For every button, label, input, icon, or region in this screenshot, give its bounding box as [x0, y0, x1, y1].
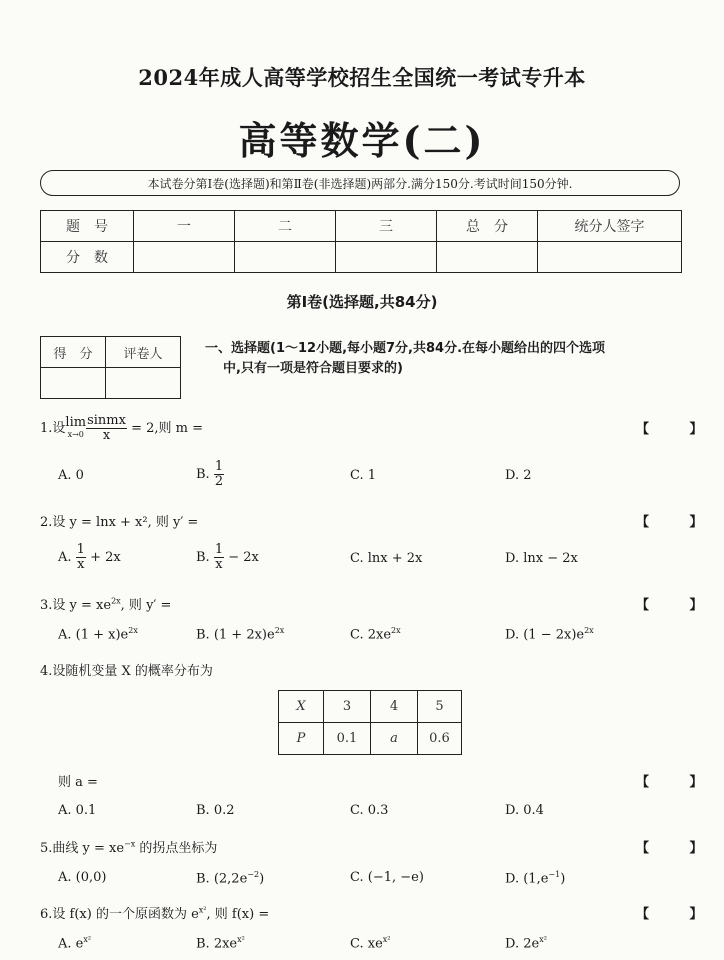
- q1-option-b-den: 2: [214, 474, 224, 489]
- cell-question-number-label: 题 号: [41, 211, 134, 242]
- q1-prefix: 1.设: [40, 421, 66, 436]
- q1-numerator: sinmx: [87, 413, 126, 428]
- q6-stem-sup: x²: [198, 905, 207, 915]
- q4-option-d[interactable]: D. 0.4: [505, 803, 544, 818]
- q5-answer-bracket[interactable]: 【 】: [636, 841, 721, 856]
- q2-answer-bracket[interactable]: 【 】: [636, 515, 721, 530]
- q4-option-c[interactable]: C. 0.3: [350, 803, 389, 818]
- q6-option-d[interactable]: [505, 935, 547, 951]
- q6-stem-pre: 6.设 f(x) 的一个原函数为 e: [40, 907, 199, 922]
- q1-answer-bracket[interactable]: 【 】: [636, 422, 721, 437]
- q3-option-a-sup: 2x: [128, 626, 138, 635]
- q2-option-a-tail: + 2x: [85, 550, 121, 565]
- q5-option-d-sup: −1: [548, 870, 561, 879]
- probability-distribution-table: [278, 690, 462, 755]
- grader-name-input[interactable]: [106, 368, 181, 399]
- q3-option-d-sup: 2x: [584, 626, 594, 635]
- q2-option-b-den: x: [215, 557, 223, 572]
- q6-option-d-sup: x²: [539, 935, 547, 944]
- q6-option-a[interactable]: [58, 935, 91, 951]
- q5-option-c[interactable]: C. (−1, −e): [350, 870, 424, 885]
- grader-score-input[interactable]: [41, 368, 106, 399]
- section-intro-line1: 一、选择题(1～12小题,每小题7分,共84分.在每小题给出的四个选项: [205, 341, 606, 356]
- q2-option-b-tail: − 2x: [224, 550, 259, 565]
- cell-section-1: 一: [134, 211, 235, 242]
- q5-option-d[interactable]: [505, 870, 565, 886]
- grader-label: 评卷人: [106, 337, 181, 368]
- q1-option-d[interactable]: D. 2: [505, 468, 532, 483]
- q6-option-a-text: A. e: [58, 936, 84, 952]
- dist-row-x: [279, 691, 462, 723]
- q2-option-a-num: 1: [76, 542, 85, 557]
- dist-cell: 4: [371, 691, 418, 723]
- cell-section-3: 三: [336, 211, 437, 242]
- q5-option-b-pre: B. (2,2e: [196, 871, 248, 887]
- q1-option-b[interactable]: [196, 460, 224, 489]
- dist-cell: X: [279, 691, 324, 723]
- q3-stem-pre: 3.设 y = xe: [40, 598, 112, 613]
- q1-denominator: x: [102, 428, 111, 443]
- question-3-stem: [40, 594, 171, 613]
- q6-answer-bracket[interactable]: 【 】: [636, 907, 721, 922]
- q1-suffix: = 2,则 m =: [126, 421, 203, 436]
- q1-option-a[interactable]: A. 0: [58, 468, 84, 483]
- q3-option-b-sup: 2x: [274, 626, 285, 635]
- q2-option-a-den: x: [77, 557, 85, 572]
- cell-total: 总 分: [437, 211, 538, 242]
- score-table-score-row: [41, 242, 682, 273]
- q6-option-b[interactable]: [196, 935, 245, 951]
- score-input-2[interactable]: [235, 242, 336, 273]
- q1-option-b-num: 1: [214, 459, 224, 474]
- q5-stem-post: 的拐点坐标为: [135, 841, 218, 856]
- exam-notice: 本试卷分第Ⅰ卷(选择题)和第Ⅱ卷(非选择题)两部分.满分150分.考试时间150分钟.: [40, 170, 680, 196]
- q4-option-b[interactable]: B. 0.2: [196, 803, 235, 818]
- q3-option-b[interactable]: [196, 626, 284, 642]
- score-input-total[interactable]: [437, 242, 538, 273]
- question-4-stem: 4.设随机变量 X 的概率分布为: [40, 664, 213, 679]
- q2-option-b-fraction: [214, 543, 224, 572]
- grader-score-label: 得 分: [41, 337, 106, 368]
- q6-option-c[interactable]: [350, 935, 391, 951]
- q3-stem-sup: 2x: [111, 596, 121, 606]
- q3-option-c[interactable]: [350, 626, 401, 642]
- q4-answer-bracket[interactable]: 【 】: [636, 775, 721, 790]
- q1-fraction: [86, 414, 127, 443]
- q5-option-b-post: ): [259, 871, 265, 887]
- dist-cell: 0.6: [418, 723, 462, 755]
- dist-row-p: [279, 723, 462, 755]
- dist-cell: 3: [324, 691, 371, 723]
- q4-then: 则 a =: [58, 775, 98, 790]
- section-intro-line2: 中,只有一项是符合题目要求的): [223, 361, 403, 376]
- q6-option-b-sup: x²: [237, 935, 245, 944]
- q2-option-a-label: A.: [58, 550, 76, 565]
- q6-option-c-sup: x²: [382, 935, 391, 944]
- q1-option-c[interactable]: C. 1: [350, 468, 377, 483]
- q3-option-c-text: C. 2xe: [350, 627, 392, 643]
- q5-option-b-sup: −2: [247, 870, 260, 879]
- q1-limit: [65, 414, 87, 441]
- q1-option-b-fraction: [214, 460, 224, 489]
- q3-option-a-text: A. (1 + x)e: [58, 627, 129, 643]
- q5-option-a[interactable]: A. (0,0): [58, 870, 107, 885]
- question-1-stem: [40, 414, 203, 443]
- q2-option-b-label: B.: [196, 550, 214, 565]
- grader-table: [40, 336, 181, 399]
- subject-title: 高等数学(二): [238, 118, 486, 163]
- q2-option-b[interactable]: [196, 543, 259, 572]
- q3-option-c-sup: 2x: [391, 626, 401, 635]
- question-6-stem: [40, 903, 269, 922]
- q5-option-b[interactable]: [196, 870, 264, 886]
- q4-option-a[interactable]: A. 0.1: [58, 803, 97, 818]
- q2-option-d[interactable]: D. lnx − 2x: [505, 551, 578, 566]
- q2-option-a-fraction: [76, 543, 86, 572]
- q6-option-d-text: D. 2e: [505, 936, 540, 952]
- score-input-1[interactable]: [134, 242, 235, 273]
- q2-option-b-num: 1: [214, 542, 224, 557]
- q3-answer-bracket[interactable]: 【 】: [636, 598, 721, 613]
- q3-option-a[interactable]: [58, 626, 138, 642]
- q6-option-a-sup: x²: [83, 935, 92, 944]
- q5-option-d-post: ): [560, 871, 566, 887]
- q6-option-c-text: C. xe: [350, 936, 383, 952]
- q5-option-d-pre: D. (1,e: [505, 871, 549, 887]
- section-intro: [205, 339, 695, 379]
- q1-lim-text: lim: [65, 414, 87, 430]
- dist-cell: a: [371, 723, 418, 755]
- q6-option-b-text: B. 2xe: [196, 936, 238, 952]
- score-table-header-row: [41, 211, 682, 242]
- q2-option-c[interactable]: C. lnx + 2x: [350, 551, 423, 566]
- dist-cell: 5: [418, 691, 462, 723]
- q2-option-a[interactable]: [58, 543, 121, 572]
- q3-option-d[interactable]: [505, 626, 594, 642]
- q3-stem-post: , 则 y′ =: [120, 598, 172, 613]
- dist-cell: P: [279, 723, 324, 755]
- q1-option-b-label: B.: [196, 467, 214, 482]
- question-5-stem: [40, 837, 217, 856]
- dist-cell: 0.1: [324, 723, 371, 755]
- question-2-stem: 2.设 y = lnx + x², 则 y′ =: [40, 515, 199, 530]
- q1-lim-sub: x→0: [67, 429, 84, 439]
- score-input-3[interactable]: [336, 242, 437, 273]
- cell-signature: 统分人签字: [538, 211, 682, 242]
- q5-stem-pre: 5.曲线 y = xe: [40, 841, 125, 856]
- cell-section-2: 二: [235, 211, 336, 242]
- q5-stem-sup: −x: [124, 839, 136, 849]
- part-title: 第Ⅰ卷(选择题,共84分): [286, 293, 438, 311]
- q3-option-b-text: B. (1 + 2x)e: [196, 627, 275, 643]
- signature-input[interactable]: [538, 242, 682, 273]
- score-table: [40, 210, 682, 273]
- cell-score-label: 分 数: [41, 242, 134, 273]
- q6-stem-post: , 则 f(x) =: [206, 907, 270, 922]
- exam-title: 2024年成人高等学校招生全国统一考试专升本: [138, 65, 586, 90]
- q3-option-d-text: D. (1 − 2x)e: [505, 627, 585, 643]
